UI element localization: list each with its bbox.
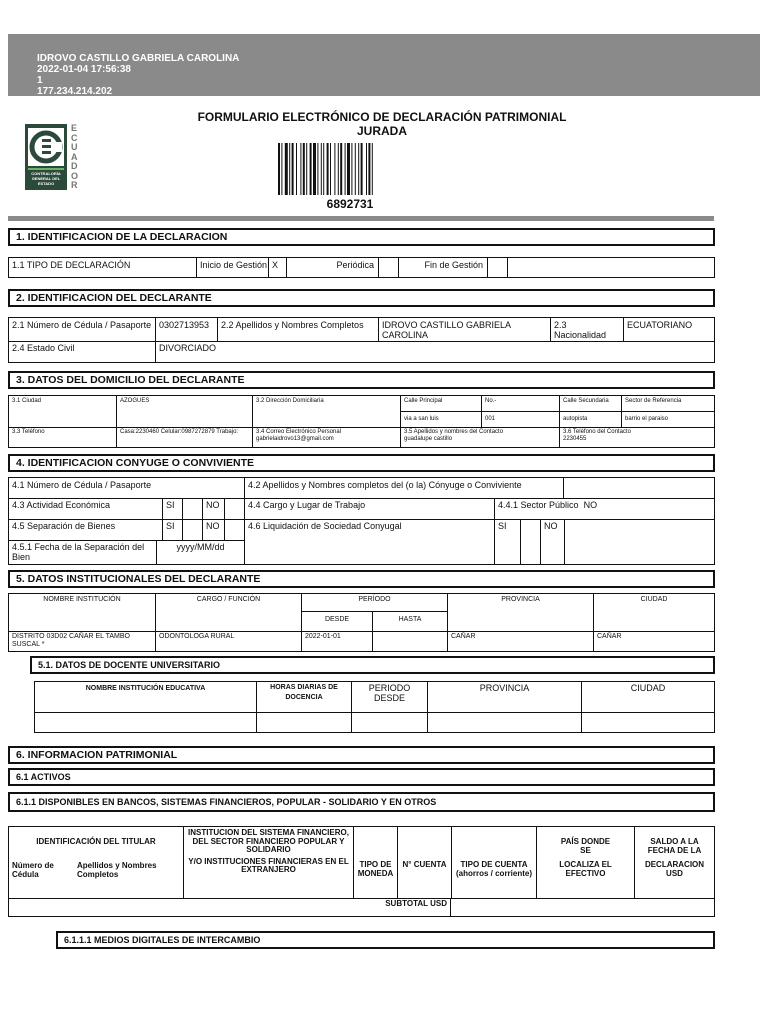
- subtotal-label: SUBTOTAL USD: [385, 899, 447, 908]
- barcode-bar: [334, 143, 335, 195]
- separacion-si[interactable]: SI: [162, 519, 182, 540]
- col-apellidos: Apellidos y Nombres Completos: [77, 861, 157, 879]
- contraloria-logo: [25, 124, 83, 197]
- contacto-cell: 3.5 Apellidos y nombres del Contacto guadalupe castillo: [400, 427, 559, 447]
- user-header-bar: [8, 34, 760, 96]
- col-tipo-moneda: TIPO DE MONEDA: [353, 827, 397, 898]
- barcode: [278, 143, 396, 195]
- institutional-table: [8, 593, 715, 652]
- barcode-bar: [306, 143, 307, 195]
- barcode-bar: [285, 143, 288, 195]
- fecha-separacion-field[interactable]: yyyy/MM/dd: [156, 540, 244, 564]
- row-institucion: DISTRITO 03D02 CAÑAR EL TAMBO SUSCAL *: [12, 633, 130, 648]
- barcode-bar: [351, 143, 352, 195]
- section-1-heading: 1. IDENTIFICACION DE LA DECLARACION: [8, 228, 715, 246]
- col-numero-cuenta: N° CUENTA: [397, 827, 451, 898]
- col-titular: IDENTIFICACIÓN DEL TITULAR: [36, 837, 156, 846]
- periodica-label: Periódica: [286, 258, 378, 277]
- inicio-label: Inicio de Gestión: [196, 258, 276, 277]
- col-periodo: PERÍODO: [301, 594, 447, 611]
- sector-value: barrio el paraiso: [621, 411, 714, 427]
- telefono-label: 3.3 Teléfono: [12, 429, 45, 435]
- barcode-bar: [310, 143, 312, 195]
- row-hasta: [372, 631, 447, 651]
- tel-contacto-value: 2230455: [563, 436, 587, 442]
- barcode-bar: [323, 143, 324, 195]
- docente-table: [34, 681, 715, 733]
- spouse-table: [8, 477, 715, 565]
- separacion-label: 4.5 Separación de Bienes: [12, 521, 116, 531]
- nacionalidad-value: ECUATORIANO: [623, 318, 714, 341]
- logo-letters: ECUADOR: [71, 123, 79, 190]
- fin-checkbox[interactable]: [487, 258, 507, 277]
- barcode-bar: [289, 143, 290, 195]
- header-datetime: 2022-01-04 17:56:38: [37, 64, 131, 75]
- actividad-no[interactable]: NO: [202, 498, 224, 519]
- nombres-value: IDROVO CASTILLO GABRIELA CAROLINA: [378, 318, 550, 341]
- barcode-bar: [292, 143, 294, 195]
- barcode-bar: [321, 143, 322, 195]
- col-institucion-educativa: NOMBRE INSTITUCIÓN EDUCATIVA: [85, 685, 206, 692]
- row-ciudad: CAÑAR: [593, 631, 714, 651]
- header-name: IDROVO CASTILLO GABRIELA CAROLINA: [37, 53, 240, 64]
- ciudad-value: AZOGUES: [116, 396, 252, 427]
- section-3-heading: 3. DATOS DEL DOMICILIO DEL DECLARANTE: [8, 371, 715, 389]
- header-number: 1: [37, 75, 43, 86]
- barcode-bar: [355, 143, 356, 195]
- barcode-bar: [338, 143, 339, 195]
- tipo-label: 1.1 TIPO DE DECLARACIÓN: [12, 260, 131, 270]
- barcode-bar: [361, 143, 363, 195]
- cargo-label: 4.4 Cargo y Lugar de Trabajo: [244, 498, 494, 519]
- medios-digitales-heading: 6.1.1.1 MEDIOS DIGITALES DE INTERCAMBIO: [56, 931, 715, 949]
- numero-value: 001: [481, 411, 559, 427]
- calle-secundaria-value: autopista: [559, 411, 621, 427]
- barcode-bar: [366, 143, 367, 195]
- section-6-heading: 6. INFORMACION PATRIMONIAL: [8, 746, 715, 764]
- separacion-no[interactable]: NO: [202, 519, 224, 540]
- logo-caption: CONTRALORÍA GENERAL DEL ESTADO: [31, 171, 61, 186]
- direccion-label: 3.2 Dirección Domiciliaria: [252, 396, 400, 427]
- estado-civil-label: 2.4 Estado Civil: [12, 343, 75, 353]
- col-pais: PAÍS DONDE SE LOCALIZA EL EFECTIVO: [536, 827, 634, 898]
- sector-publico-cell: 4.4.1 Sector Público NO: [494, 498, 714, 519]
- barcode-number: 6892731: [326, 197, 374, 211]
- col-cargo: CARGO / FUNCIÓN: [155, 594, 301, 631]
- barcode-bar: [368, 143, 370, 195]
- domicile-table: [8, 395, 715, 448]
- col-institucion: NOMBRE INSTITUCIÓN: [43, 596, 121, 603]
- row-cargo: ODONTOLOGA RURAL: [155, 631, 301, 651]
- liquidacion-si[interactable]: SI: [494, 519, 520, 564]
- barcode-bar: [345, 143, 346, 195]
- correo-value: gabrielaidrovo13@gmail.com: [256, 436, 334, 442]
- section-2-heading: 2. IDENTIFICACION DEL DECLARANTE: [8, 289, 715, 307]
- col-ciudad-docente: CIUDAD: [581, 682, 714, 712]
- calle-principal-value: via a san luis: [400, 411, 481, 427]
- conyuge-cedula-label: 4.1 Número de Cédula / Pasaporte: [12, 480, 152, 490]
- barcode-bar: [313, 143, 316, 195]
- estado-civil-value: DIVORCIADO: [155, 341, 714, 362]
- ciudad-label: 3.1 Ciudad: [12, 398, 42, 404]
- declarant-table: [8, 317, 715, 363]
- section-5-1-heading: 5.1. DATOS DE DOCENTE UNIVERSITARIO: [30, 656, 715, 674]
- col-ciudad: CIUDAD: [593, 594, 714, 631]
- fecha-separacion-label: 4.5.1 Fecha de la Separación del Bien: [12, 542, 145, 562]
- col-institucion-financiera: INSTITUCION DEL SISTEMA FINANCIERO, DEL SECTOR FINANCIERO POPULAR Y SOLIDARIO Y/O INSTITUCIONES FINANCIERAS EN EL EXTRANJERO: [183, 827, 353, 898]
- fin-label: Fin de Gestión: [398, 258, 487, 277]
- row-provincia: CAÑAR: [447, 631, 593, 651]
- barcode-bar: [372, 143, 373, 195]
- col-provincia: PROVINCIA: [447, 594, 593, 631]
- liquidacion-label: 4.6 Liquidación de Sociedad Conyugal: [244, 519, 494, 564]
- nacionalidad-label: 2.3 Nacionalidad: [550, 318, 623, 341]
- row-desde: 2022-01-01: [301, 631, 372, 651]
- col-provincia-docente: PROVINCIA: [427, 682, 581, 712]
- sector-publico-value: NO: [583, 500, 598, 510]
- section-5-heading: 5. DATOS INSTITUCIONALES DEL DECLARANTE: [8, 570, 715, 588]
- col-cedula: Número de Cédula: [12, 861, 54, 879]
- activos-heading: 6.1 ACTIVOS: [8, 768, 715, 786]
- barcode-bar: [330, 143, 331, 195]
- col-periodo-desde: PERIODO DESDE: [351, 682, 427, 712]
- barcode-bar: [327, 143, 329, 195]
- col-tipo-cuenta: TIPO DE CUENTA (ahorros / corriente): [451, 827, 536, 898]
- col-horas: HORAS DIARIAS DE DOCENCIA: [256, 682, 351, 712]
- subtotal-value: [450, 898, 714, 916]
- separator-rule: [8, 216, 714, 221]
- disponibles-heading: 6.1.1 DISPONIBLES EN BANCOS, SISTEMAS FINANCIEROS, POPULAR - SOLIDARIO Y EN OTROS: [8, 792, 715, 812]
- cedula-label: 2.1 Número de Cédula / Pasaporte: [12, 320, 152, 330]
- col-desde: DESDE: [301, 612, 372, 631]
- barcode-bar: [347, 143, 350, 195]
- actividad-si[interactable]: SI: [162, 498, 182, 519]
- barcode-bar: [317, 143, 318, 195]
- correo-cell: 3.4 Correo Electrónico Personal gabrielaidrovo13@gmail.com: [252, 427, 400, 447]
- liquidacion-no[interactable]: NO: [540, 519, 564, 564]
- cedula-value: 0302713953: [155, 318, 217, 341]
- header-ip: 177.234.214.202: [37, 86, 113, 97]
- actividad-label: 4.3 Actividad Económica: [12, 500, 111, 510]
- disponibles-table: [8, 826, 715, 917]
- inicio-checkbox[interactable]: X: [268, 258, 286, 277]
- nombres-label: 2.2 Apellidos y Nombres Completos: [217, 318, 378, 341]
- section-4-heading: 4. IDENTIFICACION CONYUGE O CONVIVIENTE: [8, 454, 715, 472]
- periodica-checkbox[interactable]: [378, 258, 398, 277]
- barcode-bar: [303, 143, 305, 195]
- declaration-type-row: [8, 257, 715, 278]
- numero-label: No.-: [481, 396, 559, 411]
- contacto-value: guadalupe castillo: [404, 436, 453, 442]
- barcode-bar: [296, 143, 297, 195]
- sector-label: Sector de Referencia: [621, 396, 714, 411]
- col-hasta: HASTA: [372, 612, 447, 631]
- conyuge-nombres-label: 4.2 Apellidos y Nombres completos del (o la) Cónyuge o Conviviente: [244, 478, 563, 498]
- calle-secundaria-label: Calle Secundaria: [559, 396, 621, 411]
- tel-contacto-cell: 3.6 Teléfono del Contacto 2230455: [559, 427, 714, 447]
- telefono-value: Casa:2230460 Celular:0987272879 Trabajo:: [116, 427, 252, 447]
- barcode-bar: [300, 143, 301, 195]
- barcode-bar: [340, 143, 342, 195]
- barcode-bar: [358, 143, 359, 195]
- col-saldo: SALDO A LA FECHA DE LA DECLARACION USD: [634, 827, 714, 898]
- form-title: FORMULARIO ELECTRÓNICO DE DECLARACIÓN PATRIMONIAL JURADA: [197, 110, 567, 138]
- calle-principal-label: Calle Principal: [400, 396, 481, 411]
- barcode-bar: [281, 143, 282, 195]
- barcode-bar: [278, 143, 280, 195]
